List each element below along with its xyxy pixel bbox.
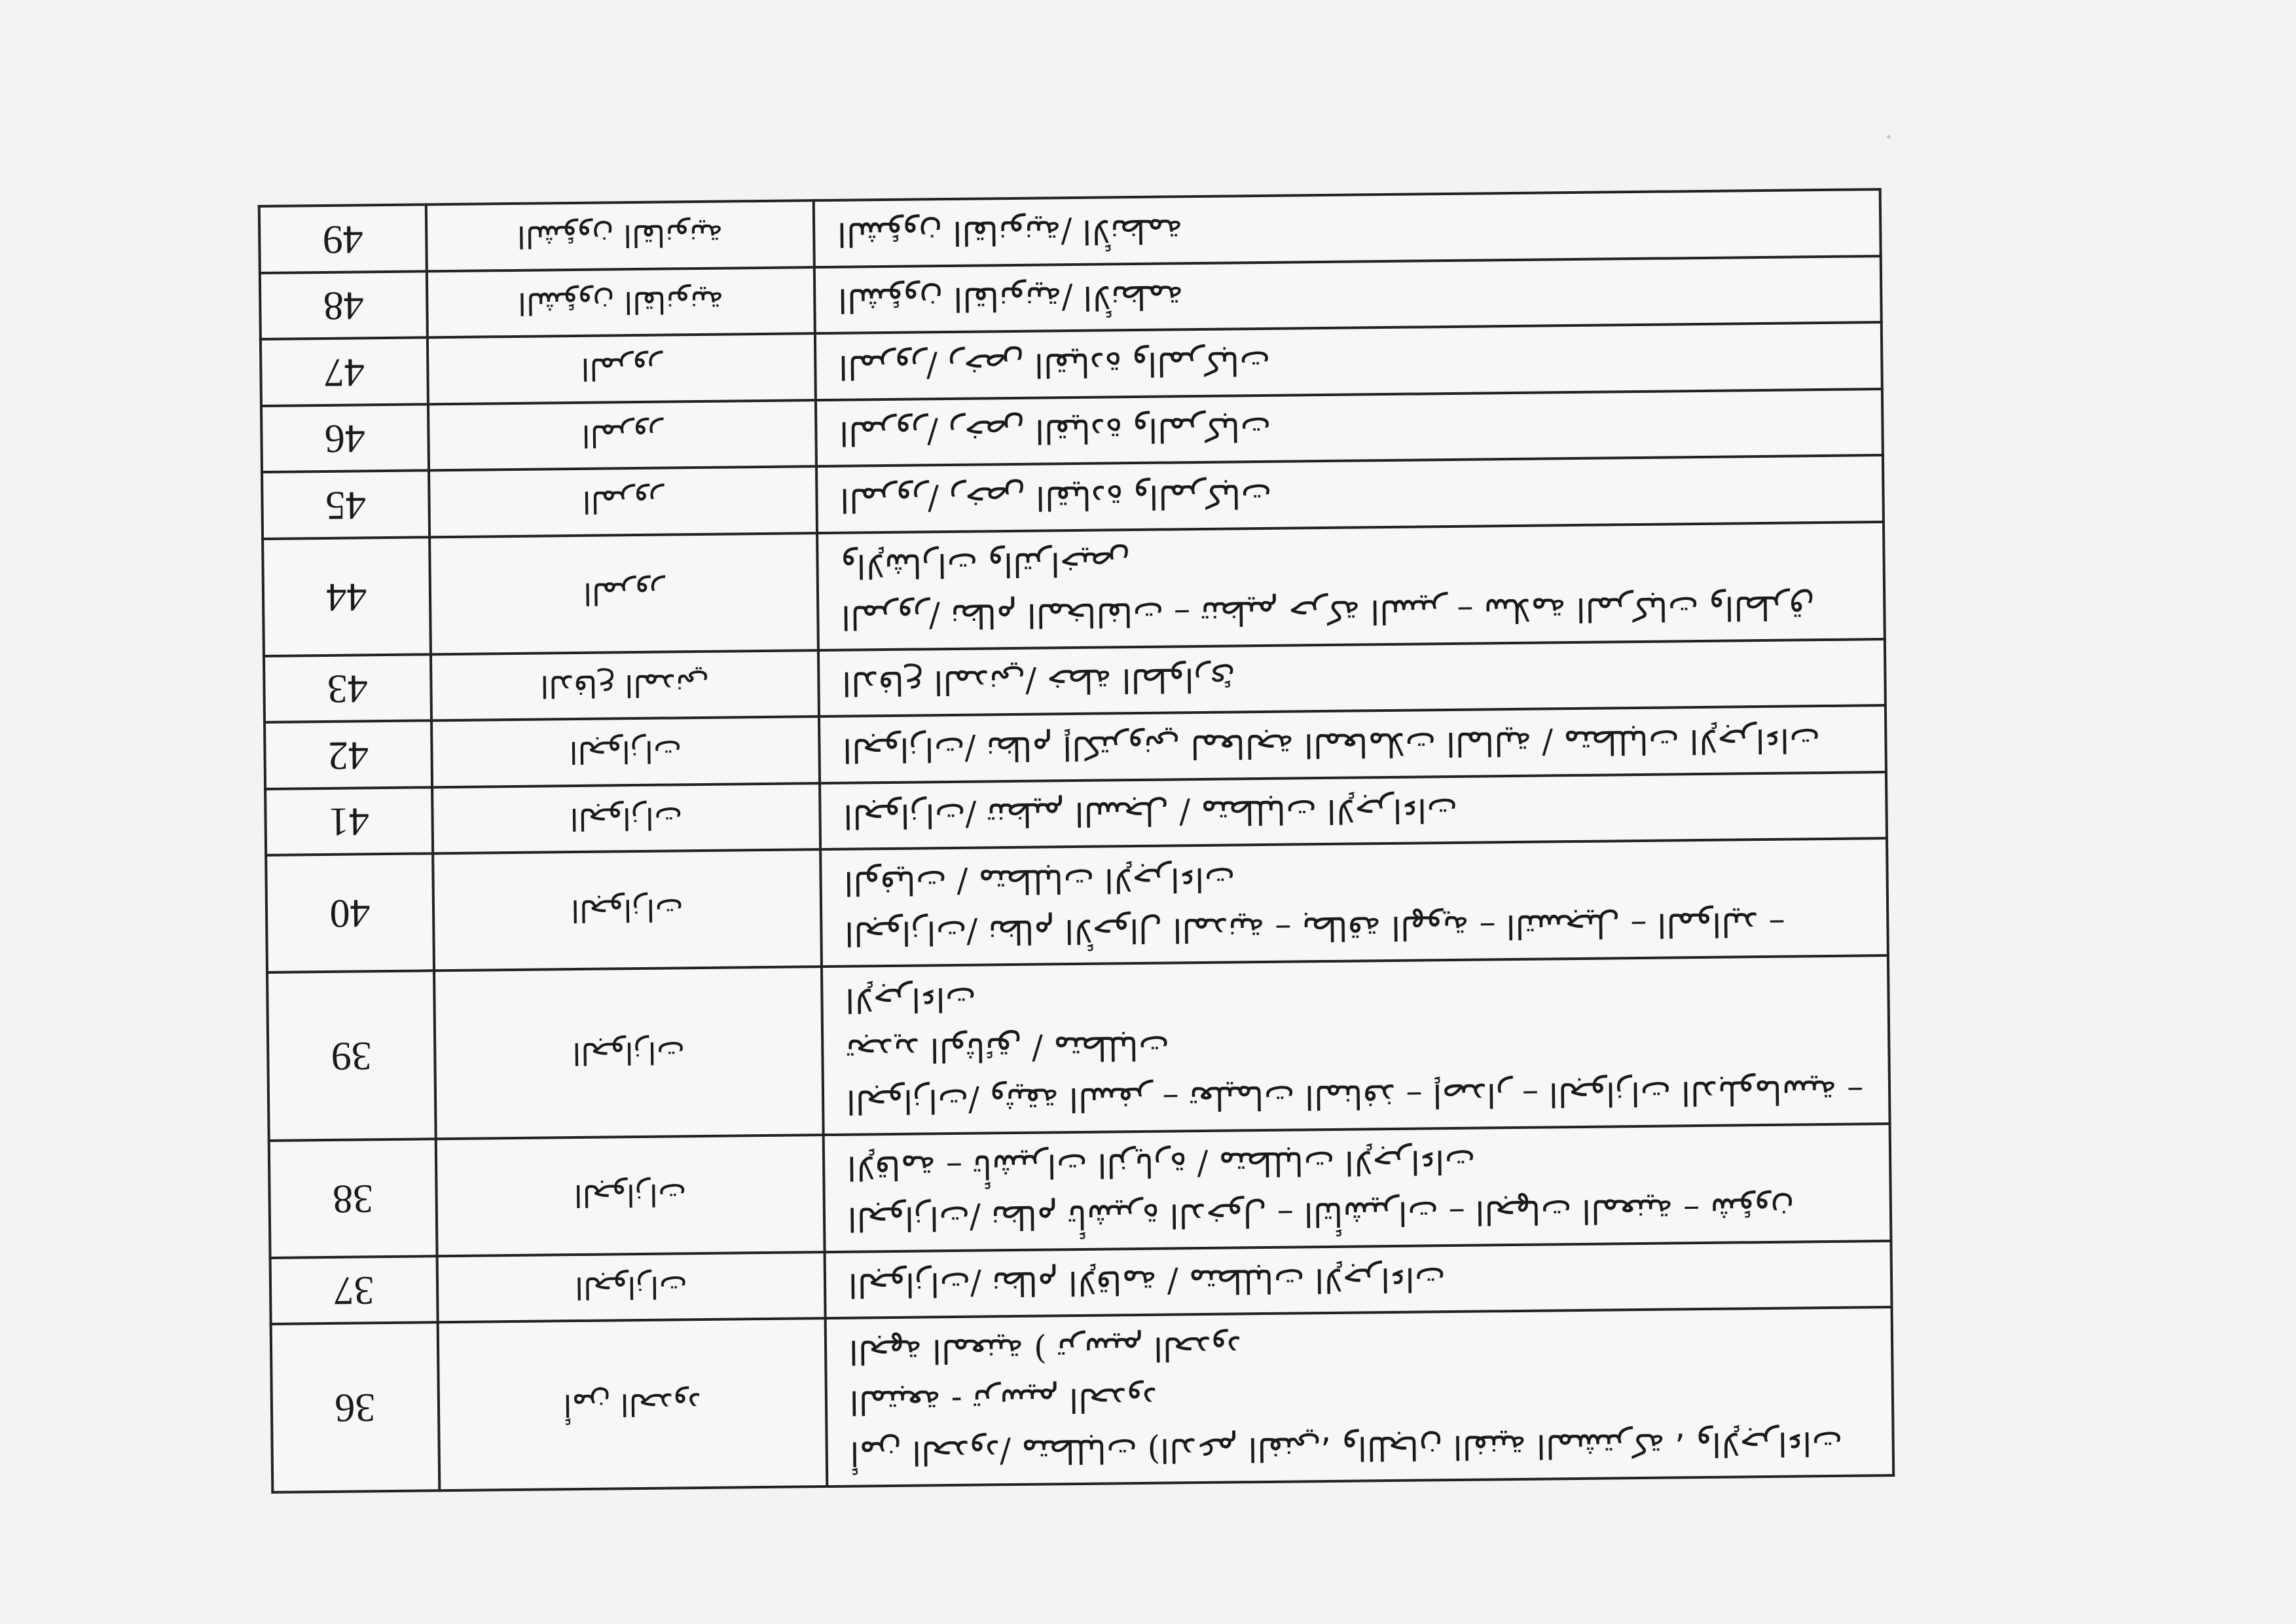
row-description — [816, 389, 1883, 467]
description-line: الجوازات/ نظام إلكتروني لمعالجة المعاملات المالية / متطلبات الإجراءات — [843, 721, 1821, 769]
row-description — [823, 1124, 1891, 1252]
row-number: 41 — [265, 787, 433, 855]
description-line: المرور/ رخص القيادة والمركبات — [839, 410, 1271, 453]
description-line: الدفاع المدني/ خطة الطوارئ — [841, 660, 1236, 703]
row-number: 49 — [259, 205, 427, 273]
row-number: 39 — [267, 971, 436, 1141]
row-category: الشؤون القانونية — [427, 267, 815, 338]
row-description — [817, 522, 1885, 650]
row-description — [815, 323, 1882, 401]
row-number: 46 — [261, 404, 429, 472]
row-description — [822, 956, 1890, 1135]
table-row — [269, 1124, 1891, 1258]
table-row — [266, 839, 1888, 973]
description-line: المرور/ نظام المخالفات – تنظيم حركة السير – سلامة المركبات والطرق والإشارات والتراخيص — [841, 544, 1815, 637]
table-row — [271, 1307, 1894, 1492]
row-number: 42 — [264, 721, 432, 789]
row-category: الجوازات — [437, 1252, 826, 1323]
row-category: الدفاع المدني — [431, 650, 819, 721]
row-category: الجوازات — [434, 967, 824, 1139]
row-description — [824, 1241, 1891, 1319]
description-line: الجوازات/ وثيقة السفر – تعليمات المنافذ – إصدار – الجوازات الدبلوماسية – تجديد الوثائق / متطلبات — [845, 1029, 1864, 1121]
row-number: 47 — [261, 338, 428, 406]
row-category: الجوازات — [436, 1135, 825, 1256]
row-description — [820, 772, 1887, 850]
row-description — [825, 1307, 1893, 1486]
row-category: المرور — [428, 400, 816, 471]
description-line: الجهة المعنية ( ترسيم الحدود — [848, 1329, 1242, 1371]
row-number: 36 — [271, 1323, 440, 1492]
row-number: 45 — [262, 471, 429, 539]
description-line: المرور/ رخص القيادة والمركبات — [838, 343, 1271, 386]
row-description — [816, 456, 1884, 534]
row-category: المرور — [429, 467, 817, 538]
description-line: الإجراءات — [845, 980, 976, 1020]
row-number: 37 — [270, 1256, 438, 1324]
description-line: أمن الحدود/ متطلبات (الدعم الفني، واللجان الفنية المشتركة ، والإجراءات المتبعة - ترسيم الحدود — [849, 1380, 1843, 1473]
row-number: 48 — [260, 271, 428, 339]
row-description — [814, 256, 1882, 334]
row-number: 43 — [264, 654, 431, 722]
regulations-table — [258, 189, 1895, 1494]
description-line: المرور/ رخص القيادة والمركبات — [840, 476, 1272, 519]
row-category: أمن الحدود — [438, 1319, 828, 1491]
table-row — [267, 956, 1890, 1141]
table-row — [263, 522, 1885, 656]
row-category: الشؤون القانونية — [426, 201, 814, 272]
row-category: الجوازات — [433, 850, 822, 971]
row-number: 44 — [263, 537, 431, 656]
row-category: المرور — [428, 334, 816, 405]
row-category: الجوازات — [432, 783, 820, 854]
description-line: الجوازات/ تنظيم السجل / متطلبات الإجراءات — [843, 791, 1458, 836]
row-description — [820, 839, 1888, 967]
row-description — [818, 639, 1886, 717]
table-body — [259, 190, 1893, 1492]
description-line: الجوازات/ نظام الإقامة / متطلبات الإجراءات — [848, 1260, 1446, 1305]
description-line: الشؤون القانونية/ الأنظمة — [837, 278, 1184, 320]
row-number: 40 — [266, 854, 434, 973]
description-line: الجوازات/ نظام تأشيرة الدخول – التأشيرات – الجهات المعنية – شؤون الإقامة – تأشيرات الزيارة / متطلبات الإجراءات — [847, 1143, 1795, 1238]
description-line: الجوازات/ نظام الأحوال المدنية – بطاقة الهوية – التسجيل – المواليد – الوفيات / متطلبات الإجراءات — [844, 860, 1785, 953]
description-line: الشؤون القانونية/ الأنظمة — [837, 212, 1183, 253]
row-category: المرور — [429, 533, 818, 654]
row-number: 38 — [269, 1139, 437, 1258]
row-description — [814, 190, 1881, 268]
row-description — [819, 706, 1886, 784]
row-category: الجوازات — [431, 717, 820, 788]
